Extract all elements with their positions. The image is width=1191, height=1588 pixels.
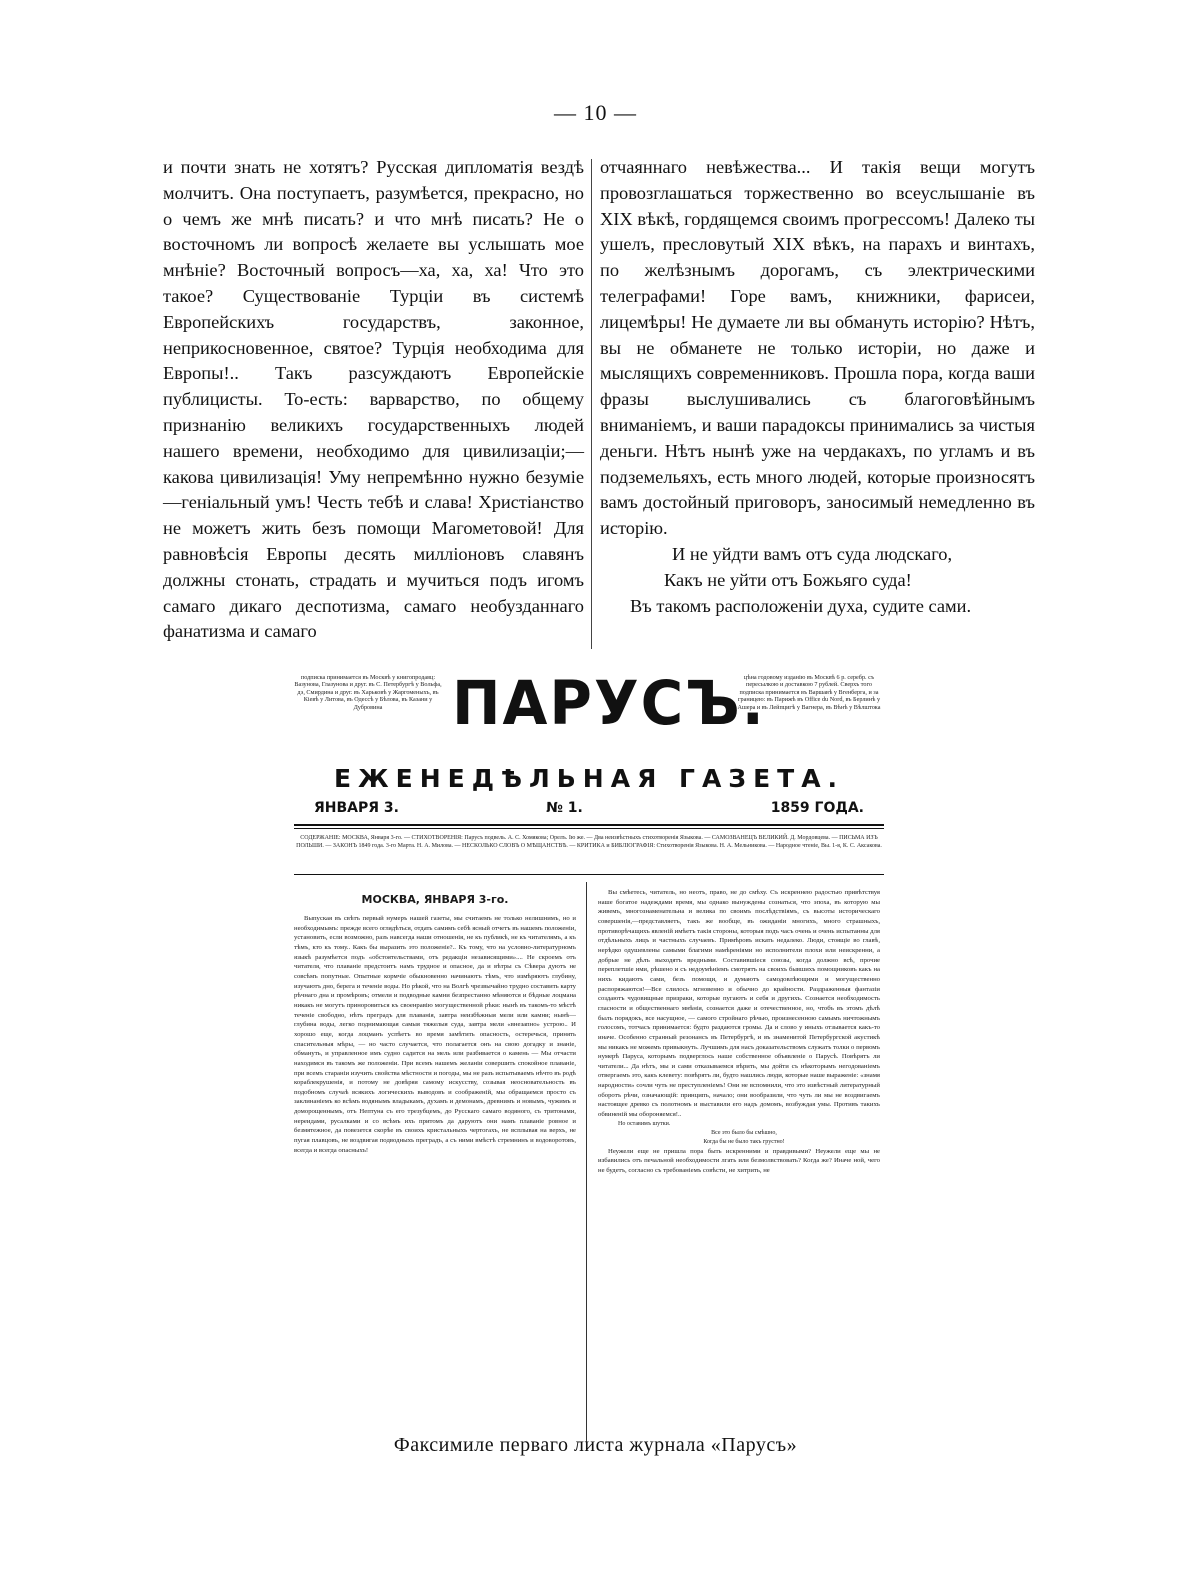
verse-line-2: Какъ не уйти отъ Божьяго суда! (664, 569, 912, 590)
masthead-subscription-info: подписка принимается въ Москвѣ у книгопродавц: Вазунова, Глазунова и друг. въ С. Петербургѣ у Вольфа, дэ, Смирдина и друг. въ Харьковѣ у Жаргоменыхъ, въ Кіевѣ у Литова, въ Одессѣ у Бѣлова, въ Казани у Дубровина (294, 674, 442, 711)
left-text-column (163, 155, 584, 645)
facsimile-verse-line-2: Все это было бы смѣшно, (711, 1129, 777, 1136)
issue-year: 1859 ГОДА. (770, 800, 864, 816)
newspaper-subtitle: ЕЖЕНЕДѢЛЬНАЯ ГАЗЕТА. (333, 764, 845, 793)
facsimile-left-column (294, 888, 576, 1155)
article-heading: МОСКВА, ЯНВАРЯ 3-го. (361, 893, 509, 906)
left-column-paragraph: и почти знать не хотятъ? Русская дипломатія вездѣ молчитъ. Она поступаетъ, разумѣется, прекрасно, но о чемъ же мнѣ писать? и что мнѣ писать? Не о восточномъ ли вопросѣ желаете вы услышать мое мнѣніе? Восточный вопросъ—ха, ха, ха! Что это такое? Существованіе Турціи въ системѣ Европейскихъ государствъ, законное, неприкосновенное, святое? Турція необходима для Европы!.. Такъ разсуждаютъ Европейскіе публицисты. То-есть: варварство, по общему признанію великихъ государственныхъ людей нашего времени, необходимо для цивилизаціи;—какова цивилизація! Уму непремѣнно нужно безуміе—геніальный умъ! Честь тебѣ и слава! Христіанство не можетъ жить безъ помощи Магометовой! Для равновѣсія Европы десять милліоновъ славянъ должны стонать, страдать и мучиться подъ игомъ самаго дикаго деспотизма, самаго необузданнаго фанатизма и самаго (163, 157, 584, 642)
right-column-paragraph: отчаяннаго невѣжества... И такія вещи могутъ провозглашаться торжественно во всеуслышаніе въ XIX вѣкѣ, гордящемся своимъ прогрессомъ! Далеко ты ушелъ, пресловутый XIX вѣкъ, на парахъ и винтахъ, по желѣзнымъ дорогамъ, съ электрическими телеграфами! Горе вамъ, книжники, фарисеи, лицемѣры! Не думаете ли вы обмануть исторію? Нѣтъ, вы не обманете не только исторіи, но даже и мыслящихъ современниковъ. Прошла пора, когда ваши фразы выслушивались съ благоговѣйнымъ вниманіемъ, и ваши парадоксы принимались за чистыя деньги. Нѣтъ нынѣ уже на чердакахъ, по угламъ и въ подземельяхъ, есть много людей, которые произносятъ вамъ достойный приговоръ, заносимый немедленно въ исторію. (600, 157, 1035, 539)
facsimile-right-text-end: Неужели еще не пришла пора быть искренними и правдивыми? Неужели еще мы не избавились отъ печальной необходимости лгать или безмолвствовать? Когда же? Иначе ной, чего не будетъ, согласно съ требованіемъ совѣсти, не хитрить, не (598, 1147, 880, 1175)
facsimile-right-column (598, 888, 880, 1176)
double-rule-top (294, 824, 884, 826)
table-of-contents: СОДЕРЖАНІЕ: МОСКВА, Января 3-го. — СТИХОТВОРЕНІЯ: Парусъ подвель. А. С. Хомякова; Орелъ. Ію же. — Два неизвѣстныхъ стихотворенія Языкова. — САМОЗВАНЕЦЪ ВЕЛИКИЙ. Д. Мордовцева. — ПИСЬМА ИЗЪ ПОЛЬШИ. — ЗАКОНЪ 1849 года. 3-го Марта. Н. А. Милова. — НЕСКОЛЬКО СЛОВЪ О МѢЩАНСТВѢ. — КРИТИКА и БИБЛІОГРАФІЯ: Стихотворенія Языкова. Н. А. Мельникова. — Народное чтеніе, Вы. 1-я, К. С. Аксакова. (296, 835, 882, 850)
closing-line: Въ такомъ расположеніи духа, судите сами. (630, 595, 972, 616)
right-text-column (600, 155, 1035, 619)
verse-line-1: И не уйдти вамъ отъ суда людскаго, (672, 543, 953, 564)
facsimile-right-text: Вы смѣетесь, читатель, но неотъ, право, не до смѣху. Съ искреннею радостью привѣтствуя наше богатое надеждами время, мы однако вынуждены сознаться, что эпоха, въ которую мы живемъ, многознаменательна и велика по своимъ послѣдствіямъ, съ высоты историческаго совершенія,—представляетъ, такъ же вообще, въ ожиданіи многихъ, много страшныхъ, противорѣчащихъ явленій имѣетъ такія стороны, которыя подъ часъ очень и очень испытанны для отдѣльныхъ лицъ и частныхъ случаевъ. Примѣровъ искать недалеко. Люди, стоящіе во главѣ, нерѣдко одушевлены самыми благими намѣреніями но исполнители плохи или неискренни, а добрые не дѣлъ выходятъ вредными. Составившіеся союзы, когда должно всѣ, прочие переплетшіе ими, рѣшено и съ недоумѣніемъ смотрятъ на своихъ бывшихъ помощниковъ какъ на нихъ кидаютъ сами, безъ помощи, и думаютъ самодовлѣющими и могущественно распоряжаются!—Все слилось мгновенно и обычно до крайности. Раздраженныя фантазіи создаютъ чудовищные призраки, которые пугаютъ и себя и другихъ. Сознается необходимость гласности и общественнаго мнѣнія, сознается даже и отечественное, но, чтобъ въ этомъ дѣлѣ былъ порядокъ, все насущное, — самого стройнаго рѣчью, произнесенною самымъ ничтожнымъ голосомъ, тотчасъ принимается: будто раздаются громы. Да и слово у иныхъ отзывается какъ-то иначе. Особенно странный резонансъ въ Петербургѣ, и въ знаменитой Петербургской акустикѣ мы никакъ не можемъ привыкнуть. Лучшимъ для насъ доказательствомъ служатъ толки о первомъ нумерѣ Паруса, которымъ подверглось наше собственное объявленіе о Парусѣ. Повѣрятъ ли читатели... Да нѣтъ, мы и сами отказываемся вѣрить, мы дойти съ нѣкоторымъ негодованіемъ отвергаемъ это, какъ клевету: повѣрятъ ли, будто нашлись люди, которые наше выраженіе: «знамя народности» сочли чуть не преступленіемъ! Они не вспомнили, что это извѣстный литературный оборотъ рѣчи, означающій: принципъ, начало; они вообразили, что чуть ли мы не воздвигаемъ настоящее древко съ полотномъ и выставили его надъ домомъ, возбуждая умы. Противъ такихъ обвиненій мы обороняемся!.. (598, 889, 880, 1119)
facsimile-caption: Факсимиле перваго листа журнала «Парусъ» (393, 1434, 798, 1456)
newspaper-facsimile (294, 662, 884, 1432)
upper-text-block (163, 155, 1035, 655)
double-rule-bottom (294, 828, 884, 829)
facsimile-verse-line-3: Когда бы не было такъ грустно! (703, 1138, 785, 1145)
facsimile-column-divider (586, 882, 587, 1442)
column-divider (591, 159, 592, 649)
facsimile-verse-line-1: Но оставимъ шутки. (618, 1120, 671, 1127)
contents-rule (294, 874, 884, 875)
issue-number: № 1. (546, 800, 583, 816)
masthead-price-info: цѣна годовому изданію въ Москвѣ 6 р. серебр. съ пересылкою и доставкою 7 рублей. Сверхъ того подписка принимается въ Варшавѣ у Вгенберга, и за границею: въ Парижѣ въ Office du Nord, въ Берлинѣ у Ашера и въ Лейпцигѣ у Вагнера, въ Вѣнѣ у Вѣлштока (737, 674, 881, 711)
page-number: — 10 — (554, 100, 637, 125)
facsimile-left-text: Выпуская въ свѣтъ первый нумеръ нашей газеты, мы считаемъ не только нелишнимъ, но и необходимымъ: прежде всего оглядѣться, отдать самимъ себѣ ясный отчетъ въ нашемъ положеніи, установить, если возможно, разъ навсегда наши отношенія, не къ публикѣ, не къ читателямъ, а къ тѣмъ, кто къ тому.. Какъ бы выразить это положеніе?.. Къ тому, что на условно-литературномъ языкѣ разумѣется подъ «обстоятельствами, отъ редакціи независящими».... Не скроемъ отъ читателя, что плаваніе предстоитъ намъ трудное и опасное, да и вѣтры съ Сѣвера дуютъ не совсѣмъ попутные. Опытные кормчіе обыкновенно начинаютъ тѣмъ, что измѣряютъ глубину, изучаютъ дно, берега и теченіе воды. Но рѣкой, что на Волгѣ чрезвычайно трудно составить карту рѣчнаго дна и промѣровъ; отмели и подводные камни безпрестанно мѣняются и бѣдные лоцмана никакъ не могутъ приноровиться къ своенравію могущественной рѣки: нынѣ въ такомъ-то мѣстѣ теченіе свободно, нѣтъ преградъ для плаванія, завтра неизбѣжныя мели или камни; нынѣ—глубина воды, легко поднимающая самыя тяжелыя суда, завтра мели «внезапно» устрою.. И хорошо еще, когда лоцманъ успѣетъ во время замѣтить опасность, остеречься, принять спасительныя мѣры, — но часто случается, что полагается онъ на свою догадку и знаніе, обмануть, и управленное имъ судно садится на мель или разбивается о камень — Мы отчасти находимся въ такомъ же положеніи. При всемъ нашемъ желаніи совершить спокойное плаваніе, при всемъ стараніи изучить свойства мѣстности и погоды, мы не разъ испытываемъ нѣчто въ родѣ кораблекрушенія, и потому не довѣряя самому искусству, созывая неосновательность въ подобномъ случаѣ всякихъ логическихъ выводовъ и соображеній, мы обращаемся просто съ заклинаніемъ ко всѣмъ водянымъ владыкамъ, духамъ и демонамъ, древнимъ и новымъ, чужимъ и доморощеннымъ, отъ Нептуна съ его трезубцемъ, до Русскаго самаго водяного, съ тритонами, нереидами, русалками и со всѣмъ ихъ притомъ да даруютъ они намъ плаваніе ровное и безмятежное, да повезется скорѣе въ своихъ кристальныхъ чертогахъ, не всплывая на верхъ, не пугая плавцовъ, не воздвигая подводныхъ преградъ, а съ ними вмѣстѣ стремнинъ и водоворотовъ, всегда и всегда опасныхъ! (294, 915, 576, 1154)
newspaper-title: ПАРУСЪ. (452, 667, 766, 739)
issue-date: ЯНВАРЯ 3. (314, 800, 399, 816)
